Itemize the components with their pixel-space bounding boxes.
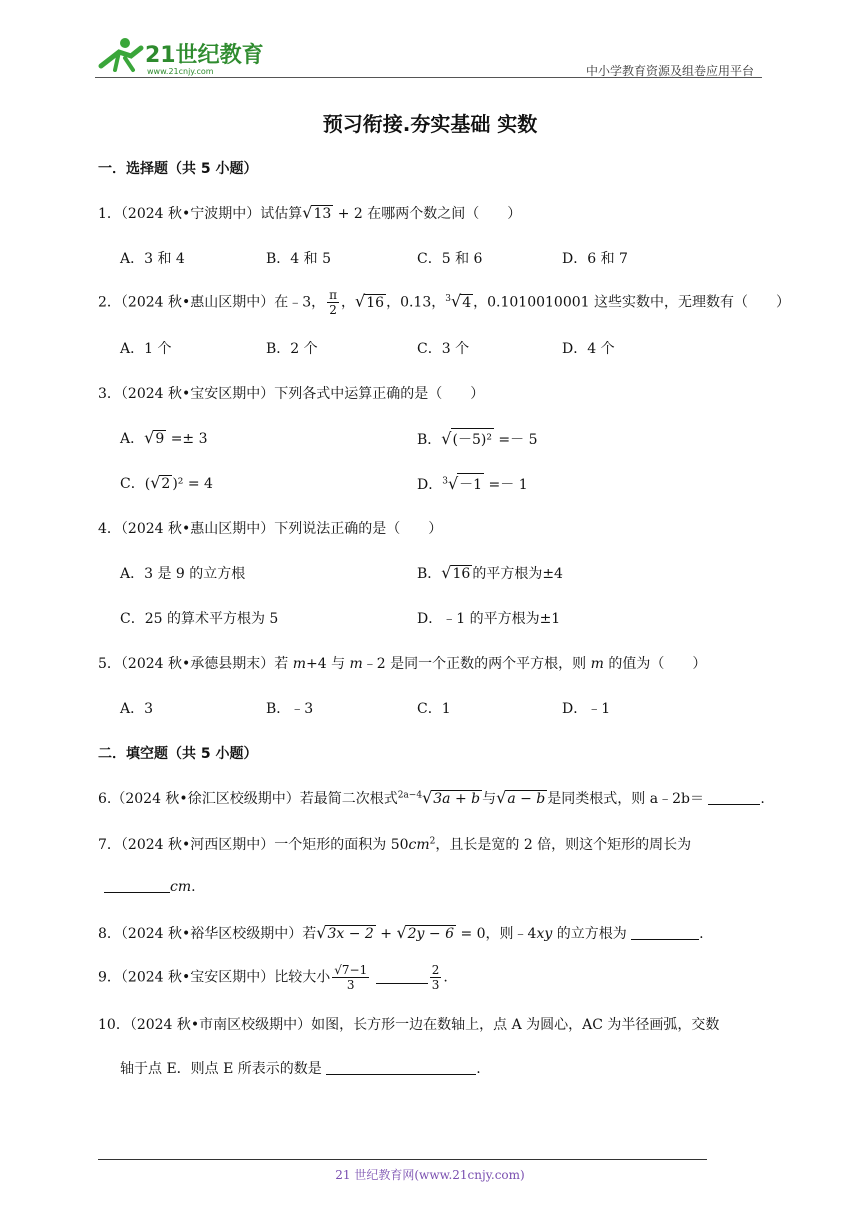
question-9: 9．（2024 秋•宝安区期中）比较大小 $\frac{√7-1}{3}$ $\frac{2}{3}$ .: [98, 963, 448, 992]
question-8: 8．（2024 秋•裕华区校级期中）若√3x − 2 + √2y − 6 = 0，则﹣4xy 的立方根为 .: [98, 923, 704, 942]
answer-blank-6[interactable]: [708, 790, 760, 805]
answer-blank-8[interactable]: [631, 925, 699, 940]
section-heading-choice: 一．选择题（共 5 小题）: [98, 161, 258, 177]
q5-option-c: C．1: [417, 701, 451, 717]
footer-divider: [98, 1159, 707, 1160]
footer-site-link[interactable]: 21 世纪教育网(www.21cnjy.com): [335, 1168, 525, 1182]
answer-blank-10[interactable]: [326, 1060, 476, 1075]
site-logo: [95, 36, 270, 78]
question-1: 1．（2024 秋•宁波期中）试估算√13 + 2 在哪两个数之间（ ）: [98, 203, 522, 222]
runner-icon: [101, 38, 141, 70]
header-divider: [95, 77, 762, 78]
q4-option-c: C．25 的算术平方根为 5: [120, 611, 279, 627]
question-5: 5．（2024 秋•承德县期末）若 m+4 与 m﹣2 是同一个正数的两个平方根，则 m 的值为（ ）: [98, 656, 707, 672]
answer-blank-7[interactable]: [104, 878, 170, 893]
q1-option-a: A．3 和 4: [120, 251, 185, 267]
svg-text:21世纪教育: 21世纪教育: [145, 43, 264, 68]
q1-option-c: C．5 和 6: [417, 251, 483, 267]
question-7: 7．（2024 秋•河西区期中）一个矩形的面积为 $50cm^2$，且长是宽的 2 倍，则这个矩形的周长为: [98, 836, 692, 853]
q2-option-c: C．3 个: [417, 341, 470, 357]
q3-option-a: A．√9 =± 3: [120, 428, 208, 447]
q5-option-d: D．﹣1: [562, 701, 611, 717]
q2-option-a: A．1 个: [120, 341, 172, 357]
q4-option-b: B．√16 的平方根为±4: [417, 563, 563, 582]
q4-option-a: A．3 是 9 的立方根: [120, 566, 246, 582]
section-heading-fill: 二．填空题（共 5 小题）: [98, 746, 258, 762]
q2-option-d: D．4 个: [562, 341, 615, 357]
q3-option-b: B．√(－5)² =－ 5: [417, 429, 538, 448]
q3-option-d: D．$^3$√－1 =－ 1: [417, 474, 528, 493]
platform-name: 中小学教育资源及组卷应用平台: [585, 64, 754, 78]
q2-option-b: B．2 个: [266, 341, 318, 357]
q4-option-d: D．﹣1 的平方根为±1: [417, 611, 561, 627]
question-10-line2: 轴于点 E．则点 E 所表示的数是 .: [120, 1061, 481, 1077]
question-3: 3．（2024 秋•宝安区期中）下列各式中运算正确的是（ ）: [98, 386, 485, 402]
q1-option-b: B．4 和 5: [266, 251, 332, 267]
q1-option-d: D．6 和 7: [562, 251, 628, 267]
q5-option-a: A．3: [120, 701, 154, 717]
q5-option-b: B．﹣3: [266, 701, 314, 717]
question-4: 4．（2024 秋•惠山区期中）下列说法正确的是（ ）: [98, 521, 443, 537]
page-title: 预习衔接.夯实基础 实数: [322, 112, 538, 136]
q3-option-c: C．(√2 )² = 4: [120, 473, 213, 492]
question-2: 2．（2024 秋•惠山区期中）在﹣3， $\frac{\pi}{2}$ ，√16 ，0.13，$^3$√4 ，0.1010010001 这些实数中，无理数有（ ）: [98, 288, 790, 317]
answer-blank-9[interactable]: [376, 969, 428, 984]
question-7-line2: cm.: [104, 878, 196, 895]
question-6: 6.（2024 秋•徐汇区校级期中）若最简二次根式$^{2a-4}$√3a + b 与√a − b 是同类根式，则 a﹣2b＝ .: [98, 788, 765, 807]
question-10: 10．（2024 秋•市南区校级期中）如图，长方形一边在数轴上，点 A 为圆心，AC 为半径画弧，交数: [98, 1017, 720, 1033]
svg-text:www.21cnjy.com: www.21cnjy.com: [147, 67, 214, 76]
